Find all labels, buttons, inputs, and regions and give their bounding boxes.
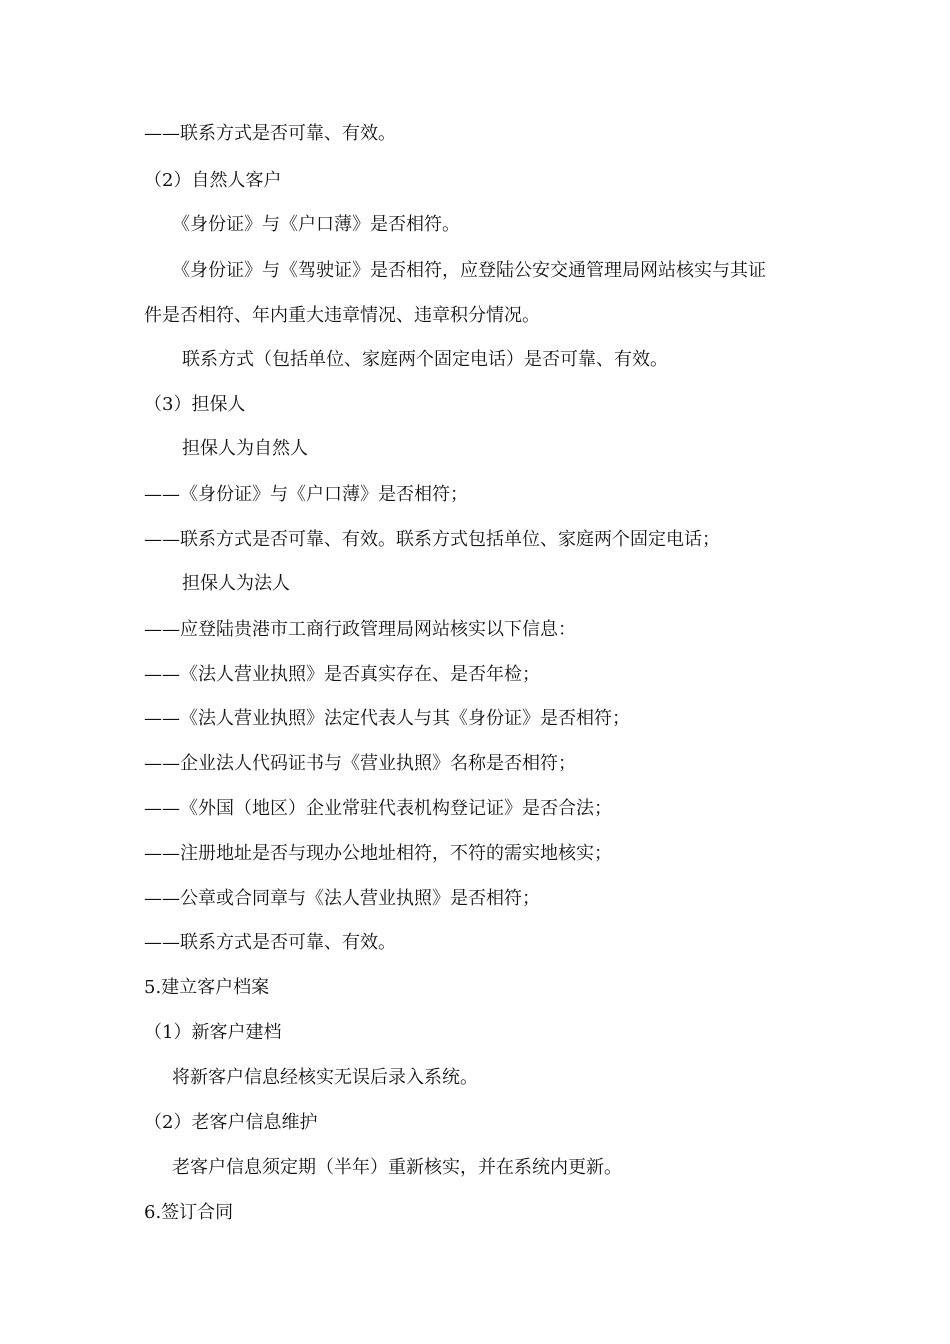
subsection-heading: （3）担保人 — [144, 394, 246, 415]
section-heading: 5.建立客户档案 — [144, 977, 270, 998]
text-line: 联系方式（包括单位、家庭两个固定电话）是否可靠、有效。 — [182, 349, 668, 370]
text-line: ——注册地址是否与现办公地址相符，不符的需实地核实； — [144, 843, 612, 864]
text-line: ——公章或合同章与《法人营业执照》是否相符； — [144, 888, 540, 909]
text-line: ——联系方式是否可靠、有效。 — [144, 932, 396, 953]
text-line: 担保人为法人 — [182, 573, 290, 594]
text-line: ——《法人营业执照》是否真实存在、是否年检； — [144, 664, 540, 685]
text-line: ——应登陆贵港市工商行政管理局网站核实以下信息： — [144, 619, 576, 640]
text-line: 《身份证》与《驾驶证》是否相符，应登陆公安交通管理局网站核实与其证 — [172, 260, 766, 281]
text-line: ——《法人营业执照》法定代表人与其《身份证》是否相符； — [144, 708, 630, 729]
subsection-heading: （2）自然人客户 — [144, 170, 282, 191]
section-heading: 6.签订合同 — [144, 1202, 234, 1223]
subsection-heading: （1）新客户建档 — [144, 1022, 282, 1043]
text-line: 将新客户信息经核实无误后录入系统。 — [172, 1067, 478, 1088]
text-line: 担保人为自然人 — [182, 438, 308, 459]
text-line: ——《外国（地区）企业常驻代表机构登记证》是否合法； — [144, 798, 612, 819]
text-line: 件是否相符、年内重大违章情况、违章积分情况。 — [144, 305, 540, 326]
text-line: ——联系方式是否可靠、有效。 — [144, 123, 396, 144]
text-line: ——企业法人代码证书与《营业执照》名称是否相符； — [144, 753, 576, 774]
text-line: ——联系方式是否可靠、有效。联系方式包括单位、家庭两个固定电话； — [144, 529, 720, 550]
text-line: 老客户信息须定期（半年）重新核实，并在系统内更新。 — [172, 1157, 622, 1178]
subsection-heading: （2）老客户信息维护 — [144, 1112, 318, 1133]
text-line: 《身份证》与《户口薄》是否相符。 — [172, 214, 460, 235]
text-line: ——《身份证》与《户口薄》是否相符； — [144, 484, 468, 505]
